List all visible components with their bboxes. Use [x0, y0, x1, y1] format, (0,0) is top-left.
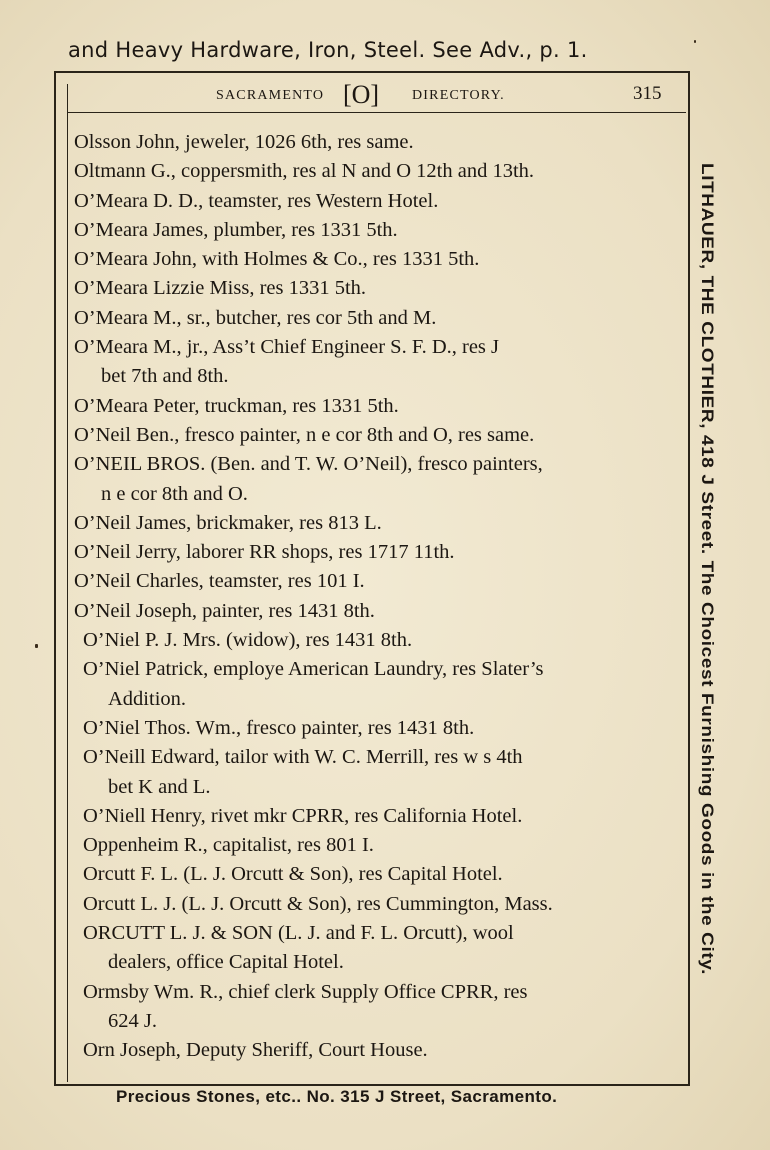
directory-entry: Orcutt F. L. (L. J. Orcutt & Son), res Capital Hotel. [83, 863, 503, 886]
directory-entry: Orn Joseph, Deputy Sheriff, Court House. [83, 1039, 428, 1062]
entry-continuation-line: 624 J. [108, 1009, 157, 1032]
page-number: 315 [633, 83, 662, 104]
directory-entries [74, 128, 684, 1066]
header-letter-mark: [O] [343, 80, 380, 109]
ink-speck [35, 644, 38, 648]
directory-entry: O’Neill Edward, tailor with W. C. Merrill, res w s 4th [83, 746, 523, 769]
directory-entry: O’Niel Patrick, employe American Laundry, res Slater’s [83, 658, 544, 681]
directory-entry: O’Niell Henry, rivet mkr CPRR, res California Hotel. [83, 804, 523, 827]
directory-entry: O’NEIL BROS. (Ben. and T. W. O’Neil), fresco painters, [74, 453, 543, 476]
directory-entry: O’Neil Charles, teamster, res 101 I. [74, 570, 365, 593]
entry-continuation-line: bet 7th and 8th. [101, 365, 229, 388]
directory-entry: O’Niel Thos. Wm., fresco painter, res 1431 8th. [83, 716, 475, 739]
directory-entry: O’Meara James, plumber, res 1331 5th. [74, 218, 398, 241]
running-header [68, 78, 686, 113]
side-advertisement: LITHAUER, THE CLOTHIER, 418 J Street. The Choicest Furnishing Goods in the City. [697, 163, 716, 975]
directory-entry: O’Meara M., jr., Ass’t Chief Engineer S. F. D., res J [74, 336, 500, 359]
directory-entry: O’Meara M., sr., butcher, res cor 5th and M. [74, 306, 437, 329]
directory-entry: O’Neil James, brickmaker, res 813 L. [74, 511, 382, 534]
entry-continuation-line: n e cor 8th and O. [101, 482, 248, 505]
ink-speck [694, 40, 696, 43]
directory-entry: Oltmann G., coppersmith, res al N and O 12th and 13th. [74, 160, 535, 183]
directory-entry: Ormsby Wm. R., chief clerk Supply Office CPRR, res [83, 980, 528, 1003]
top-advertisement-banner: and Heavy Hardware, Iron, Steel. See Adv., p. 1. [68, 38, 588, 62]
header-city: SACRAMENTO [216, 88, 325, 103]
directory-entry: Oppenheim R., capitalist, res 801 I. [83, 834, 374, 857]
directory-entry: Olsson John, jeweler, 1026 6th, res same. [74, 131, 414, 153]
directory-entry: Orcutt L. J. (L. J. Orcutt & Son), res Cummington, Mass. [83, 892, 553, 915]
directory-entry: ORCUTT L. J. & SON (L. J. and F. L. Orcutt), wool [83, 922, 514, 945]
directory-entry: O’Niel P. J. Mrs. (widow), res 1431 8th. [83, 629, 413, 652]
entry-continuation-line: Addition. [108, 687, 187, 710]
entry-continuation-line: dealers, office Capital Hotel. [108, 951, 344, 974]
directory-entry: O’Meara Lizzie Miss, res 1331 5th. [74, 277, 367, 300]
directory-entry: O’Meara Peter, truckman, res 1331 5th. [74, 394, 399, 417]
directory-entry: O’Neil Ben., fresco painter, n e cor 8th and O, res same. [74, 423, 535, 446]
entry-continuation-line: bet K and L. [108, 775, 211, 798]
directory-entry: O’Meara John, with Holmes & Co., res 1331 5th. [74, 248, 480, 271]
directory-entry: O’Neil Jerry, laborer RR shops, res 1717 11th. [74, 541, 455, 564]
directory-entry: O’Neil Joseph, painter, res 1431 8th. [74, 599, 375, 622]
frame-inner-rule [67, 84, 68, 1082]
header-title: DIRECTORY. [412, 88, 505, 103]
bottom-advertisement-banner: Precious Stones, etc.. No. 315 J Street, Sacramento. [116, 1087, 558, 1106]
directory-entry: O’Meara D. D., teamster, res Western Hotel. [74, 189, 439, 212]
